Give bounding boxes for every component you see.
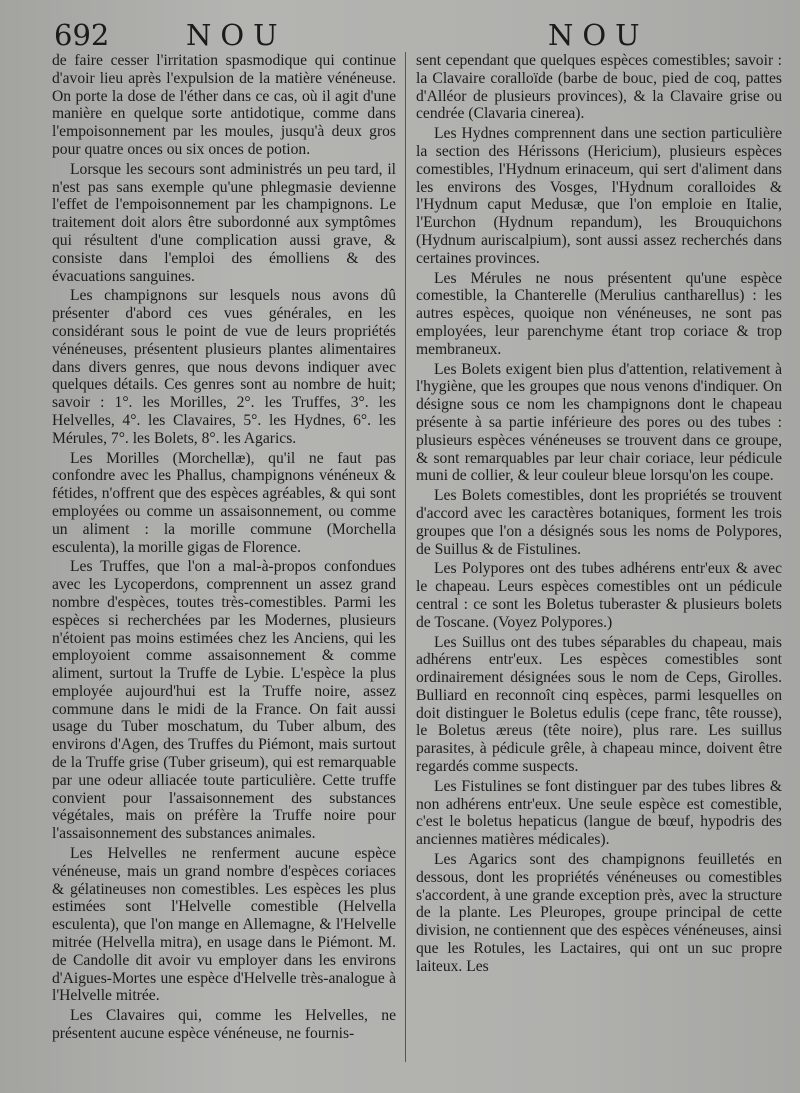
running-head-left: NOU	[186, 18, 287, 52]
page-number: 692	[54, 18, 110, 52]
paragraph: Les Bolets exigent bien plus d'attention, relativement à l'hygiène, que les groupes que nous venons d'indiquer. On désigne sous ce nom les champignons dont le chapeau présente à sa partie inférieure des pores ou des tubes : plusieurs espèces vénéneuses se trouvent dans ce groupe, & sont remarquables par leur chair coriace, leur pédicule muni de collier, & leur couleur bleue lorsqu'on les coupe.	[416, 360, 782, 485]
column-divider	[405, 52, 406, 1062]
left-column	[52, 52, 396, 1087]
paragraph: Lorsque les secours sont administrés un peu tard, il n'est pas sans exemple qu'une phlegmasie devienne l'effet de l'empoisonnement par les champignons. Le traitement doit alors être subordonné aux symptômes qui résultent d'une complication aussi grave, & consiste dans l'emploi des émolliens & des évacuations sanguines.	[52, 160, 396, 285]
paragraph: Les champignons sur lesquels nous avons dû présenter d'abord ces vues générales, en les considérant sous le point de vue de leurs propriétés vénéneuses, présentent plusieurs plantes alimentaires dans divers genres, que nous devons indiquer avec quelques détails. Ces genres sont au nombre de huit; savoir : 1°. les Morilles, 2°. les Truffes, 3°. les Helvelles, 4°. les Clavaires, 5°. les Hydnes, 6°. les Mérules, 7°. les Bolets, 8°. les Agarics.	[52, 287, 396, 447]
paragraph: Les Clavaires qui, comme les Helvelles, ne présentent aucune espèce vénéneuse, ne fournis-	[52, 1007, 396, 1043]
paragraph: Les Fistulines se font distinguer par des tubes libres & non adhérens entr'eux. Une seule espèce est comestible, c'est le boletus hepaticus (langue de bœuf, hypodris des anciennes matières médicales).	[416, 777, 782, 849]
paragraph: Les Helvelles ne renferment aucune espèce vénéneuse, mais un grand nombre d'espèces coriaces & gélatineuses non comestibles. Les espèces les plus estimées sont l'Helvelle comestible (Helvella esculenta), que l'on mange en Allemagne, & l'Helvelle mitrée (Helvella mitra), en usage dans le Piémont. M. de Candolle dit avoir vu employer dans les environs d'Aigues-Mortes une espèce d'Helvelle très-analogue à l'Helvelle mitrée.	[52, 845, 396, 1005]
right-column	[416, 52, 782, 1087]
paragraph: Les Suillus ont des tubes séparables du chapeau, mais adhérens entr'eux. Les espèces comestibles sont ordinairement désignées sous le nom de Ceps, Girolles. Bulliard en reconnoît cinq espèces, parmi lesquelles on doit distinguer le Boletus edulis (cepe franc, tête rousse), le Boletus æreus (tête noire), plus rare. Les suillus parasites, à pédicule grêle, à chapeau mince, doivent être regardés comme suspects.	[416, 633, 782, 776]
paragraph: Les Truffes, que l'on a mal-à-propos confondues avec les Lycoperdons, comprennent un assez grand nombre d'espèces, toutes très-comestibles. Parmi les espèces si recherchées par les Modernes, plusieurs n'étoient pas moins estimées chez les Anciens, qui les employoient comme assaisonnement & comme aliment, surtout la Truffe de Lybie. L'espèce la plus employée aujourd'hui est la Truffe noire, assez commune dans le midi de la France. On fait aussi usage du Tuber moschatum, du Tuber album, des environs d'Agen, des Truffes du Piémont, mais surtout de la Truffe grise (Tuber griseum), qui est remarquable par une odeur alliacée toute particulière. Cette truffe convient pour l'assaisonnement des substances végétales, mais on préfère la Truffe noire pour l'assaisonnement des substances animales.	[52, 558, 396, 843]
paragraph: de faire cesser l'irritation spasmodique qui continue d'avoir lieu après l'expulsion de la matière vénéneuse. On porte la dose de l'éther dans ce cas, où il agit d'une manière en quelque sorte antidotique, comme dans l'empoisonnement par les moules, jusqu'à deux gros pour quatre onces ou six onces de potion.	[52, 52, 396, 158]
paragraph: Les Morilles (Morchellæ), qu'il ne faut pas confondre avec les Phallus, champignons vénéneux & fétides, n'offrent que des espèces agréables, & qui sont employées ou comme un assaisonnement, ou comme un aliment : la morille commune (Morchella esculenta), la morille gigas de Florence.	[52, 449, 396, 556]
running-head-right: NOU	[548, 18, 649, 52]
paragraph: Les Agarics sont des champignons feuilletés en dessous, dont les propriétés vénéneuses ou comestibles s'accordent, à une grande exception près, avec la structure de la plante. Les Pleuropes, groupe principal de cette division, ne contiennent que des espèces vénéneuses, ainsi que les Rotules, les Lactaires, qui ont un suc propre laiteux. Les	[416, 851, 782, 975]
paragraph: Les Polypores ont des tubes adhérens entr'eux & avec le chapeau. Leurs espèces comestibles ont un pédicule central : ce sont les Boletus tuberaster & plusieurs bolets de Toscane. (Voyez Polypores.)	[416, 560, 782, 631]
paragraph: Les Mérules ne nous présentent qu'une espèce comestible, la Chanterelle (Merulius cantharellus) : les autres espèces, quoique non vénéneuses, ne sont pas employées, leur parenchyme étant trop coriace & trop membraneux.	[416, 269, 782, 358]
paragraph: Les Bolets comestibles, dont les propriétés se trouvent d'accord avec les caractères botaniques, forment les trois groupes que l'on a désignés sous les noms de Polypores, de Suillus & de Fistulines.	[416, 487, 782, 558]
paragraph: sent cependant que quelques espèces comestibles; savoir : la Clavaire coralloïde (barbe de bouc, pied de coq, pattes d'Alléor de plusieurs provinces), & la Clavaire grise ou cendrée (Clavaria cinerea).	[416, 52, 782, 123]
paragraph: Les Hydnes comprennent dans une section particulière la section des Hérissons (Hericium), plusieurs espèces comestibles, l'Hydnum erinaceum, qui sert d'aliment dans les environs des Vosges, l'Hydnum coralloides & l'Hydnum caput Medusæ, que l'on emploie en Italie, l'Eurchon (Hydnum repandum), les Brouquichons (Hydnum auriscalpium), sont aussi assez recherchés dans certaines provinces.	[416, 125, 782, 267]
